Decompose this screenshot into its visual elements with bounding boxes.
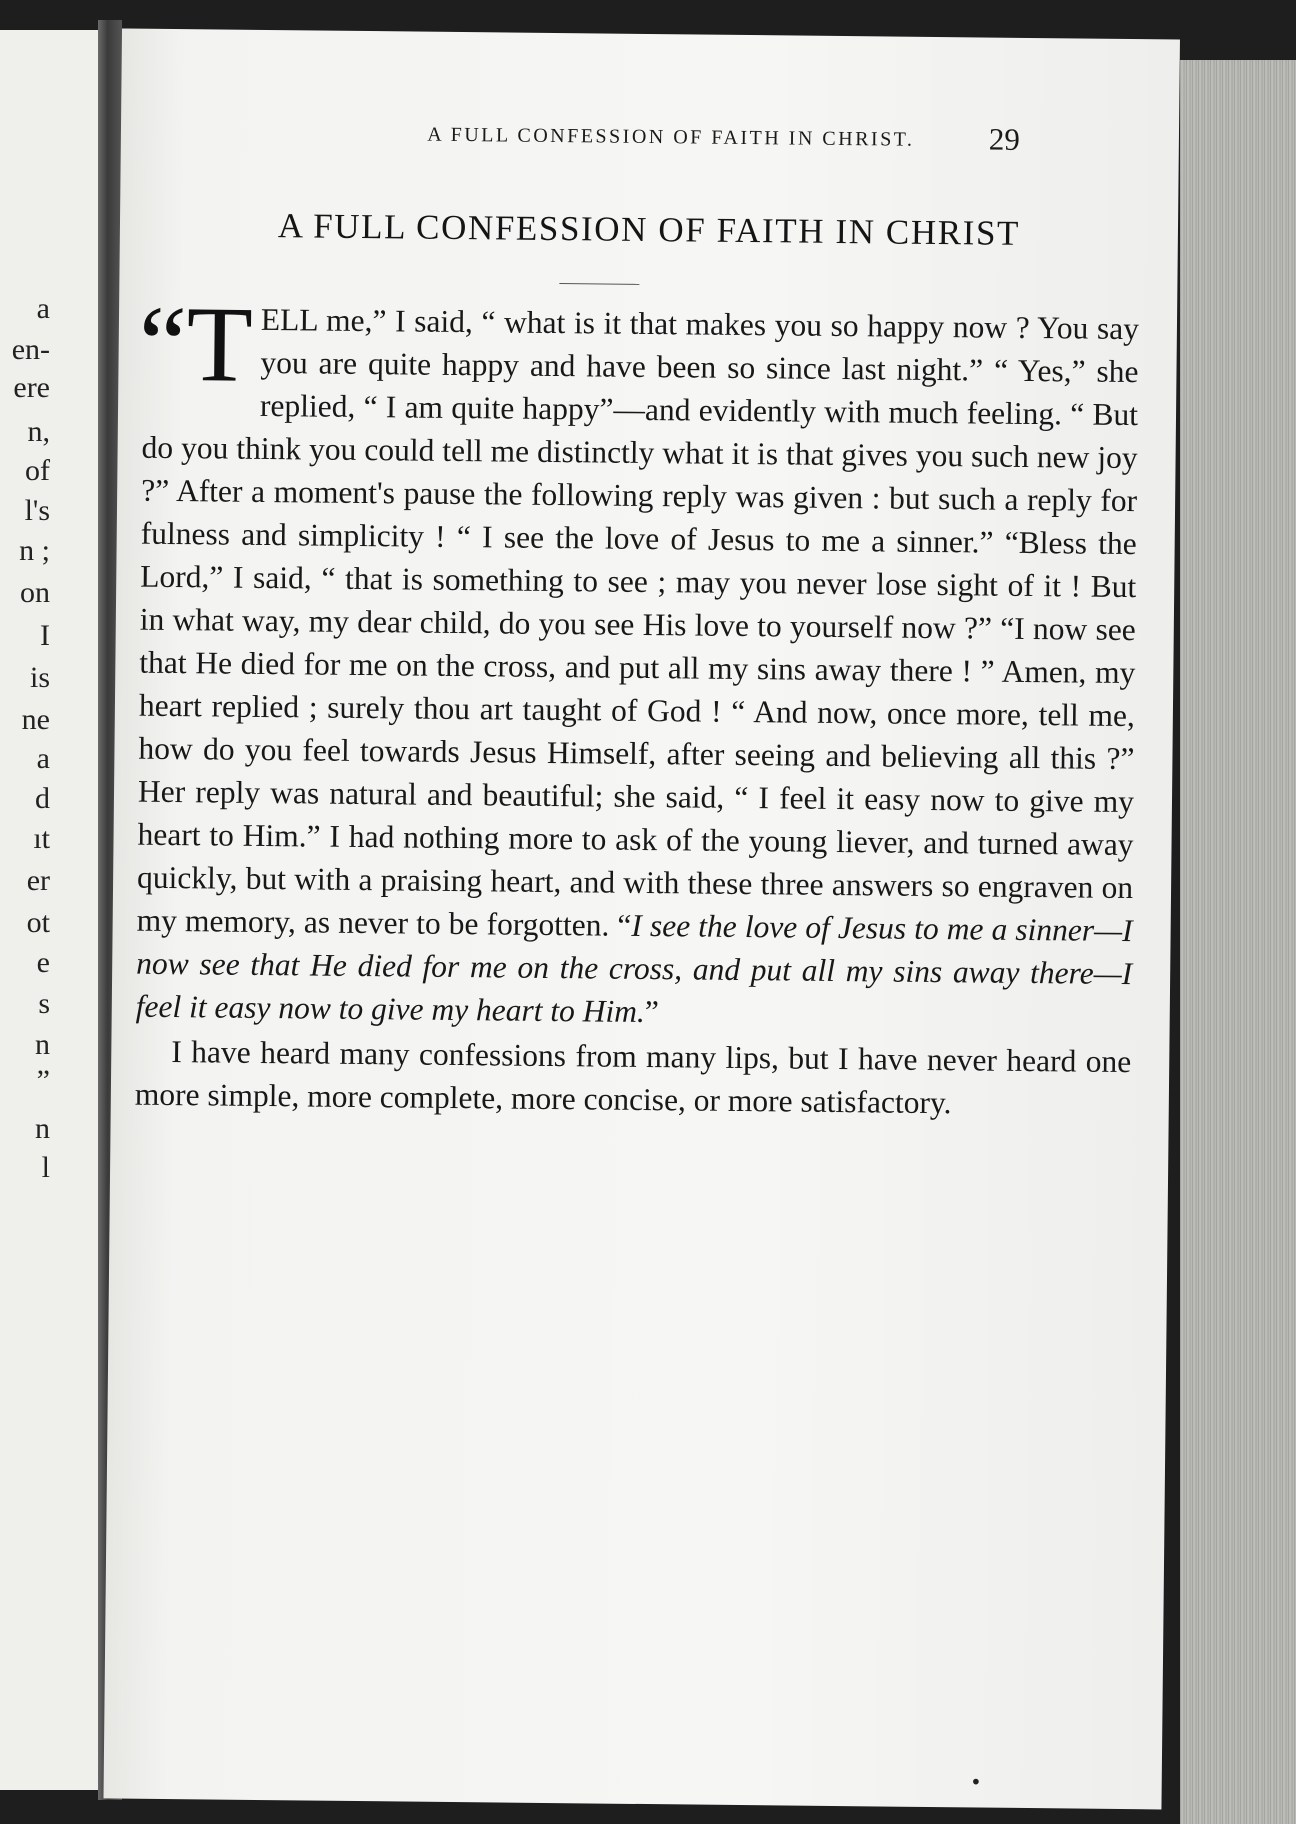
closing-quote: ” (644, 993, 660, 1030)
left-page-fragment: l's (24, 494, 50, 527)
paragraph-1-text: ELL me,” I said, “ what is it that makes you so happy now ? You say you are quite happy and have been so since last night.” “ Yes,” she replied, “ I am quite happy”—and evidently with much feeling. “ But do you think you could tell me distinctly what it is that gives you such new joy ?” After a moment's pause the following reply was given : but such a reply for fulness and simplicity ! “ I see the love of Jesus to me a sinner.” “Bless the Lord,” I said, “ that is something to see ; may you never lose sight of it ! But in what way, my dear child, do you see His love to yourself now ?” “I now see that He died for me on the cross, and put all my sins away there ! ” Amen, my heart replied ; surely thou art taught of God ! “ And now, once more, tell me, how do you feel towards Jesus Himself, after seeing and believing all this ?” Her reply was natural and beautiful; she said, “ I feel it easy now to give my heart to Him.” I had nothing more to ask of the young liever, and turned away quickly, but with a praising heart, and with these three answers so engraven on my memory, as never to be forgotten. “ (136, 301, 1140, 943)
left-page-fragment: er (26, 864, 50, 897)
left-page-fragment: ot (26, 906, 50, 939)
left-page-fragment: a (36, 742, 50, 775)
chapter-title: A FULL CONFESSION OF FAITH IN CHRIST (277, 206, 1021, 253)
running-head: A FULL CONFESSION OF FAITH IN CHRIST. (427, 123, 915, 151)
left-page-fragment: on (20, 576, 50, 609)
left-page-fragment: n (35, 1112, 50, 1145)
paragraph-1 (135, 284, 1140, 1038)
drop-cap: “T (138, 284, 254, 405)
left-page-fragment: of (25, 454, 50, 487)
page-number: 29 (988, 121, 1021, 157)
left-page-fragment: s (38, 987, 50, 1020)
left-page-fragment: ne (21, 703, 50, 736)
page-edges (1180, 60, 1296, 1824)
left-page-fragment: n (35, 1028, 50, 1061)
left-page-fragment: I (40, 619, 50, 652)
book-page (103, 28, 1179, 1809)
left-page-fragment: e (36, 946, 50, 979)
left-page-fragment: n, (27, 415, 50, 448)
left-page-fragment: n ; (19, 534, 50, 567)
left-page-fragment: is (29, 661, 50, 694)
left-page-fragment: d (35, 782, 50, 815)
title-rule (559, 283, 639, 285)
left-facing-page (0, 30, 98, 1790)
left-page-fragment: ” (36, 1064, 50, 1097)
left-page-fragment: en- (11, 333, 50, 366)
footer-mark: • (971, 1769, 981, 1796)
left-page-fragment: ıt (33, 822, 50, 855)
body-text (134, 284, 1140, 1126)
left-page-fragment: a (36, 292, 50, 325)
left-page-fragment: l (41, 1151, 50, 1184)
left-page-fragment: ere (13, 371, 50, 404)
italic-quote: I see the love of Jesus to me a sinner—I now see that He died for me on the cross, and put all my sins away there—I feel it easy now to give my heart to Him. (135, 907, 1133, 1029)
paragraph-2: I have heard many confessions from many lips, but I have never heard one more simple, more complete, more concise, or more satisfactory. (134, 1034, 1132, 1121)
